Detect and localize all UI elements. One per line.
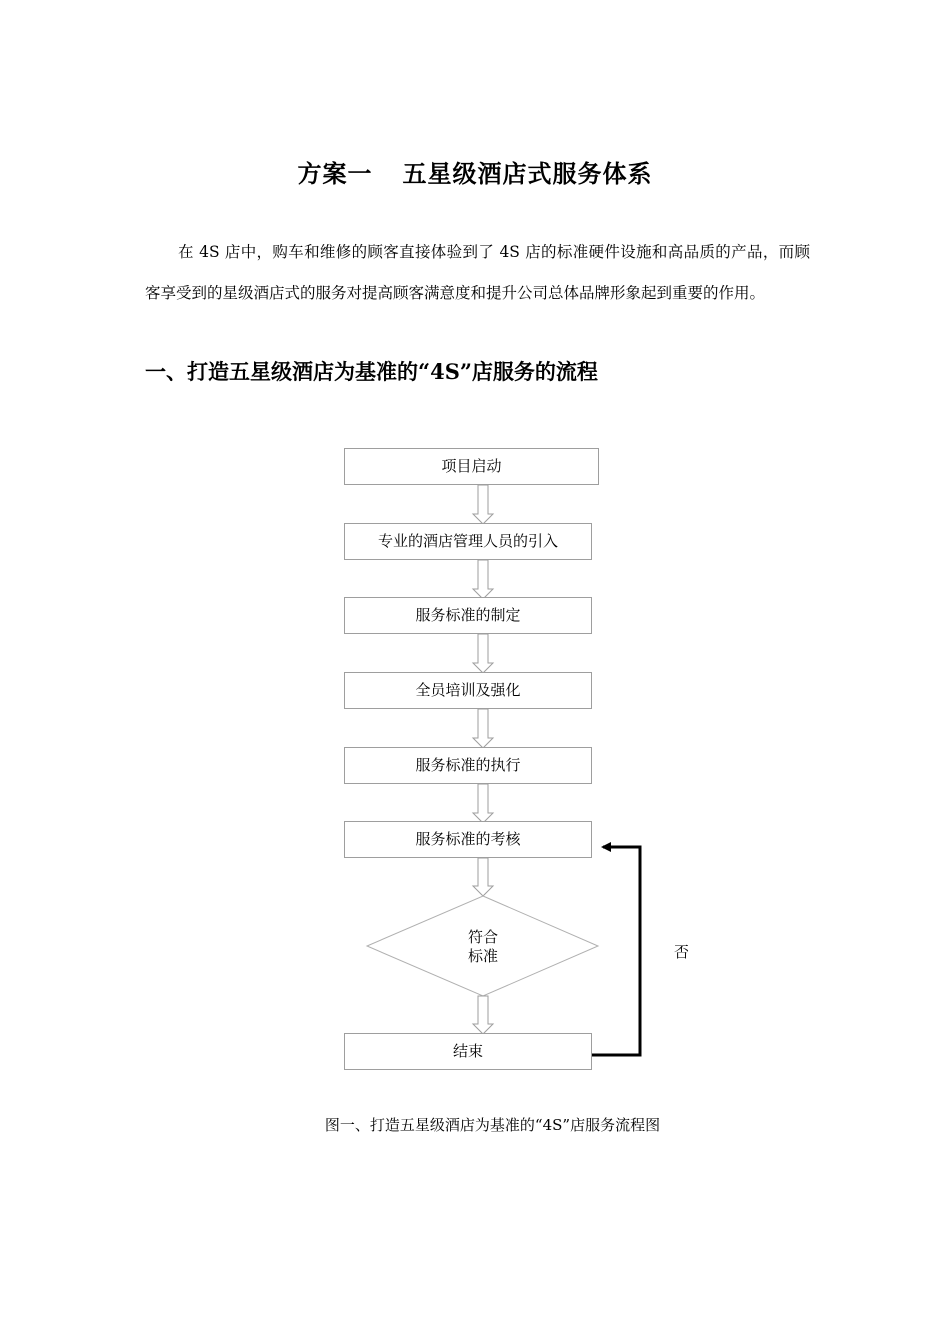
figure-caption: 图一、打造五星级酒店为基准的“4S”店服务流程图 [324, 1116, 661, 1134]
intro-paragraph: 在 4S 店中，购车和维修的顾客直接体验到了 4S 店的标准硬件设施和高品质的产品，而顾客享受到的星级酒店式的服务对提高顾客满意度和提升公司总体品牌形象起到重要的作用。 [145, 243, 810, 302]
flow-arrow-6 [473, 858, 493, 896]
step-staff-training: 全员培训及强化 [344, 672, 592, 709]
section-heading: 一、打造五星级酒店为基准的“4S”店服务的流程 [145, 359, 598, 384]
decision-label [443, 928, 523, 966]
no-branch-label: 否 [674, 943, 690, 961]
flow-arrow-7 [473, 996, 493, 1034]
step-project-start: 项目启动 [344, 448, 599, 485]
decision-label-line1: 符合 [467, 928, 498, 946]
decision-label-line2: 标准 [467, 947, 498, 965]
flow-arrow-5 [473, 784, 493, 823]
flow-arrow-2 [473, 560, 493, 599]
no-loop-arrow [592, 847, 640, 1055]
step-service-standard-setting: 服务标准的制定 [344, 597, 592, 634]
step-end: 结束 [344, 1033, 592, 1070]
title-sub: 五星级酒店式服务体系 [402, 159, 653, 188]
flow-arrow-4 [473, 709, 493, 748]
flow-arrow-3 [473, 634, 493, 673]
step-standard-assessment: 服务标准的考核 [344, 821, 592, 858]
title-main: 方案一 [297, 159, 373, 188]
flow-arrow-1 [473, 485, 493, 524]
step-standard-execution: 服务标准的执行 [344, 747, 592, 784]
step-hotel-management-intro: 专业的酒店管理人员的引入 [344, 523, 592, 560]
